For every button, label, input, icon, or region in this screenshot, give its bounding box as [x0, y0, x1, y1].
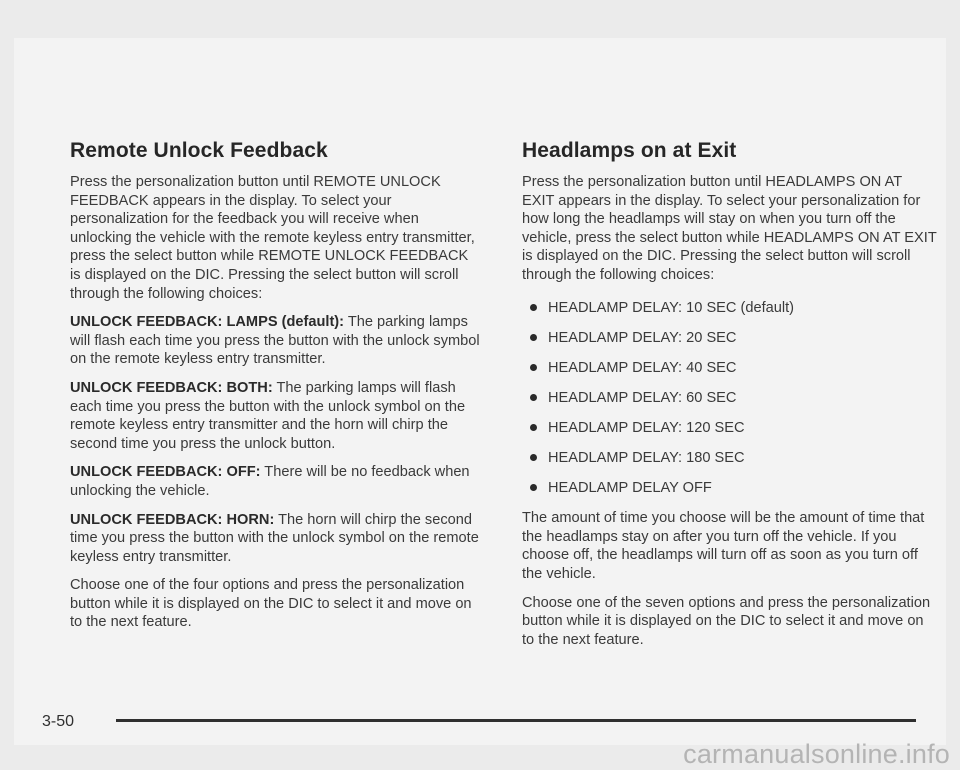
option-horn — [70, 511, 480, 567]
list-item: HEADLAMP DELAY: 180 SEC — [522, 449, 937, 468]
option-lamps — [70, 313, 480, 369]
list-item: HEADLAMP DELAY: 60 SEC — [522, 389, 937, 408]
option-term: UNLOCK FEEDBACK: LAMPS (default): — [70, 314, 345, 331]
bullet-icon — [530, 424, 537, 431]
bullet-icon — [530, 484, 537, 491]
list-item: HEADLAMP DELAY: 10 SEC (default) — [522, 299, 937, 318]
section-heading: Remote Unlock Feedback — [70, 139, 328, 162]
option-description: There will be no feedback when unlocking the vehicle. — [70, 464, 470, 499]
section-paragraph: The amount of time you choose will be the amount of time that the headlamps stay on after you turn off the vehicle. If you choose off, the headlamps will turn off as soon as you turn off the vehicle. — [522, 510, 925, 582]
option-off — [70, 463, 480, 500]
option-term: UNLOCK FEEDBACK: BOTH: — [70, 379, 273, 396]
bullet-icon — [530, 334, 537, 341]
headlamp-delay-choices — [522, 299, 937, 498]
option-both — [70, 379, 480, 453]
bullet-icon — [530, 304, 537, 311]
bullet-icon — [530, 454, 537, 461]
section-closing: Choose one of the four options and press the personalization button while it is displayed on the DIC to select it and move on to the next feature. — [70, 577, 472, 631]
bullet-icon — [530, 394, 537, 401]
list-item: HEADLAMP DELAY: 20 SEC — [522, 329, 937, 348]
watermark: carmanualsonline.info — [683, 739, 950, 769]
headlamps-on-at-exit-section — [522, 139, 937, 659]
list-item: HEADLAMP DELAY: 120 SEC — [522, 419, 937, 438]
remote-unlock-feedback-section — [70, 139, 480, 642]
footer-divider — [116, 719, 916, 722]
section-heading: Headlamps on at Exit — [522, 139, 737, 162]
section-closing: Choose one of the seven options and press the personalization button while it is displayed on the DIC to select it and move on to the next feature. — [522, 594, 931, 648]
option-term: UNLOCK FEEDBACK: HORN: — [70, 511, 275, 528]
section-intro: Press the personalization button until REMOTE UNLOCK FEEDBACK appears in the display. To select your personalization for the feedback you will receive when unlocking the vehicle with the remote keyless entry transmitter, press the select button while REMOTE UNLOCK FEEDBACK is displayed on the DIC. Pressing the select button will scroll through the following choices: — [70, 174, 475, 302]
option-description: The horn will chirp the second time you press the button with the unlock symbol on the remote keyless entry transmitter. — [70, 511, 479, 565]
page-number: 3-50 — [42, 713, 75, 730]
section-intro: Press the personalization button until HEADLAMPS ON AT EXIT appears in the display. To select your personalization for how long the headlamps will stay on when you turn off the vehicle, press the select button while HEADLAMPS ON AT EXIT is displayed on the DIC. Pressing the select button will scroll through the following choices: — [522, 174, 937, 283]
manual-page — [14, 38, 946, 745]
option-description: The parking lamps will flash each time you press the button with the unlock symbol on the remote keyless entry transmitter. — [70, 314, 480, 368]
list-item: HEADLAMP DELAY OFF — [522, 479, 937, 498]
option-term: UNLOCK FEEDBACK: OFF: — [70, 464, 261, 481]
option-description: The parking lamps will flash each time you press the button with the unlock symbol on the remote keyless entry transmitter and the horn will chirp the second time you press the unlock button. — [70, 379, 466, 452]
list-item: HEADLAMP DELAY: 40 SEC — [522, 359, 937, 378]
bullet-icon — [530, 364, 537, 371]
